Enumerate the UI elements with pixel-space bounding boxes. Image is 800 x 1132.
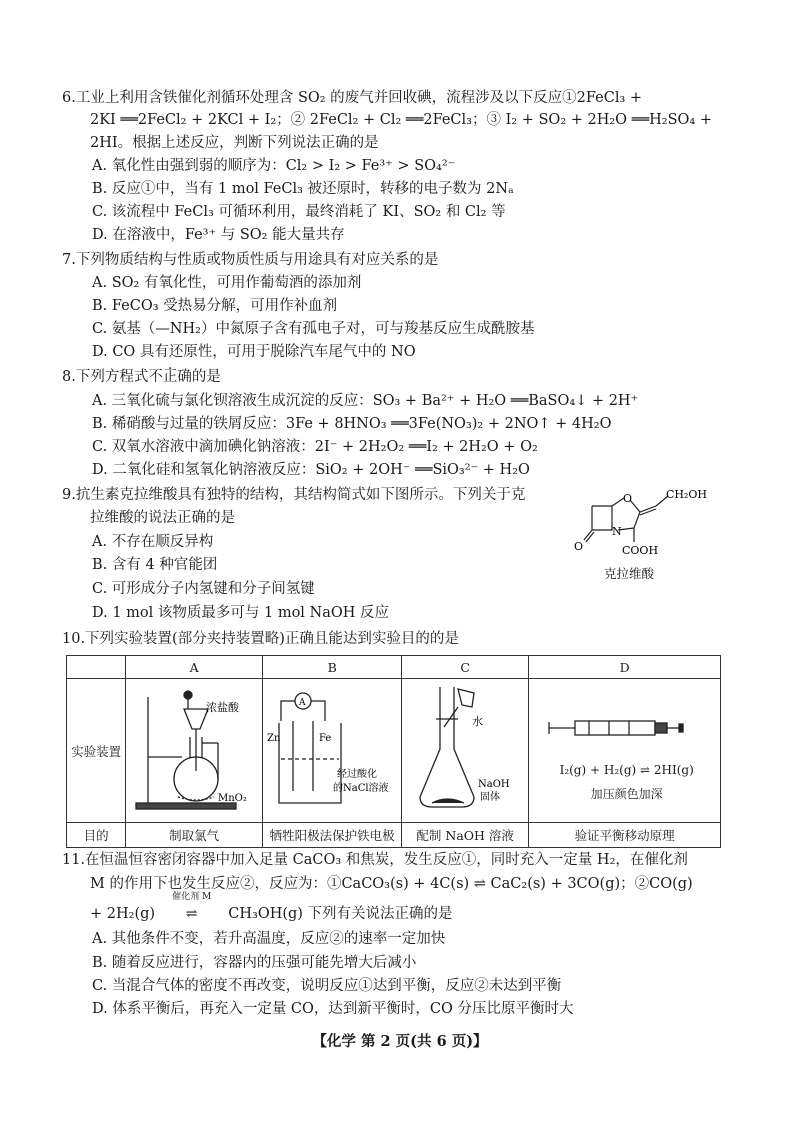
- purpose-b: 牺牲阳极法保护铁电极: [263, 823, 402, 848]
- q7-option-c: C. 氨基（—NH₂）中氮原子含有孤电子对，可与羧基反应生成酰胺基: [92, 321, 535, 337]
- sacrificial-anode-diagram: [263, 679, 401, 819]
- header-a: A: [126, 656, 263, 679]
- cooh-label: COOH: [622, 544, 659, 557]
- q11-option-b: B. 随着反应进行，容器内的压强可能先增大后减小: [92, 955, 417, 971]
- catalyst-label: 催化剂 M: [172, 892, 212, 902]
- q11-option-a: A. 其他条件不变，若升高温度，反应②的速率一定加快: [92, 931, 446, 947]
- carbonyl-oxygen-label: O: [574, 540, 584, 553]
- q7-stem: 7.下列物质结构与性质或物质性质与用途具有对应关系的是: [62, 252, 439, 268]
- equilibrium-equation: I₂(g) + H₂(g) ⇌ 2HI(g): [559, 762, 694, 777]
- q6-option-a: A. 氧化性由强到弱的顺序为：Cl₂ > I₂ > Fe³⁺ > SO₄²⁻: [92, 158, 456, 174]
- naoh-label: NaOH: [478, 779, 510, 790]
- q7-option-b: B. FeCO₃ 受热易分解，可用作补血剂: [92, 298, 338, 314]
- q11-option-d: D. 体系平衡后，再充入一定量 CO，达到新平衡时，CO 分压比原平衡时大: [92, 1001, 574, 1017]
- figure-caption: 克拉维酸: [604, 566, 655, 581]
- q8-stem-a: 8.下列方程式: [62, 369, 149, 385]
- q8-option-b: B. 稀硝酸与过量的铁屑反应：3Fe + 8HNO₃ ══3Fe(NO₃)₂ + 2NO↑ + 4H₂O: [92, 416, 612, 432]
- q11-line3-a: + 2H₂(g): [90, 906, 156, 922]
- catalyst-arrow: [160, 892, 224, 924]
- purpose-a: 制取氯气: [126, 823, 263, 848]
- q11-line2: M 的作用下也发生反应②，反应为：①CaCO₃(s) + 4C(s) ⇌ CaC₂(s) + 3CO(g)；②CO(g): [90, 876, 693, 892]
- mno2-label: MnO₂: [218, 793, 248, 804]
- q6-line1: 6.工业上利用含铁催化剂循环处理含 SO₂ 的废气并回收碘，流程涉及以下反应①2FeCl₃ +: [62, 90, 643, 106]
- clavulanic-acid-structure: [570, 488, 708, 584]
- row-label-apparatus: 实验装置: [67, 679, 126, 823]
- ch2oh-label: CH₂OH: [666, 488, 708, 501]
- solid-label: 固体: [480, 792, 501, 803]
- ring-oxygen-label: O: [623, 492, 633, 505]
- volumetric-flask-diagram: [402, 679, 528, 819]
- pressurize-note: 加压颜色加深: [590, 786, 663, 801]
- q11-line1: 11.在恒温恒容密闭容器中加入足量 CaCO₃ 和焦炭，发生反应①，同时充入一定量 H₂，在催化剂: [62, 852, 688, 868]
- page-footer: 【化学 第 2 页(共 6 页)】: [312, 1033, 488, 1050]
- equilibrium-arrow-icon: ⇌: [185, 906, 198, 922]
- apparatus-b: [263, 679, 402, 823]
- fe-label: Fe: [319, 733, 332, 744]
- q9-option-d: D. 1 mol 该物质最多可与 1 mol NaOH 反应: [92, 605, 390, 621]
- q9-option-a: A. 不存在顺反异构: [92, 534, 214, 550]
- q6-option-c: C. 该流程中 FeCl₃ 可循环利用，最终消耗了 KI、SO₂ 和 Cl₂ 等: [92, 204, 506, 220]
- solution-label-1: 经过酸化: [337, 769, 378, 780]
- q9-line2: 拉维酸的说法正确的是: [90, 510, 235, 526]
- apparatus-d: [529, 679, 721, 823]
- header-d: D: [529, 656, 721, 679]
- q9-option-b: B. 含有 4 种官能团: [92, 557, 218, 573]
- q8-option-a: A. 三氧化硫与氯化钡溶液生成沉淀的反应：SO₃ + Ba²⁺ + H₂O ══BaSO₄↓ + 2H⁺: [92, 393, 639, 409]
- apparatus-a: [126, 679, 263, 823]
- q9-line1: 9.抗生素克拉维酸具有独特的结构，其结构简式如下图所示。下列关于克: [62, 487, 526, 503]
- syringe-diagram: [529, 695, 724, 765]
- experiment-table: [66, 655, 721, 848]
- conc-hcl-label: 浓盐酸: [206, 701, 240, 714]
- q11-line3-b: CH₃OH(g) 下列有关说法正确的是: [228, 906, 453, 922]
- q10-stem: 10.下列实验装置(部分夹持装置略)正确且能达到实验目的的是: [62, 631, 459, 647]
- zn-label: Zn: [267, 733, 281, 744]
- header-b: B: [263, 656, 402, 679]
- chlorine-generator-diagram: [126, 679, 262, 819]
- header-c: C: [402, 656, 529, 679]
- q11-line3: [90, 892, 453, 924]
- ammeter-label: A: [299, 698, 306, 708]
- purpose-c: 配制 NaOH 溶液: [402, 823, 529, 848]
- q8-option-c: C. 双氧水溶液中滴加碘化钠溶液：2I⁻ + 2H₂O₂ ══I₂ + 2H₂O + O₂: [92, 439, 538, 455]
- q6-option-b: B. 反应①中，当有 1 mol FeCl₃ 被还原时，转移的电子数为 2Nₐ: [92, 181, 514, 197]
- solution-label-2: 的NaCl溶液: [333, 783, 389, 794]
- q11-option-c: C. 当混合气体的密度不再改变，说明反应①达到平衡，反应②未达到平衡: [92, 978, 562, 994]
- apparatus-c: [402, 679, 529, 823]
- ring-nitrogen-label: N: [612, 525, 622, 538]
- clavulanic-acid-svg: [570, 488, 708, 564]
- q7-option-a: A. SO₂ 有氧化性，可用作葡萄酒的添加剂: [92, 275, 362, 291]
- q8-stem: [62, 367, 221, 387]
- q8-stem-emphasis: 不正确: [148, 369, 192, 385]
- row-label-purpose: 目的: [67, 823, 126, 848]
- q9-option-c: C. 可形成分子内氢键和分子间氢键: [92, 581, 315, 597]
- purpose-d: 验证平衡移动原理: [529, 823, 721, 848]
- q8-stem-c: 的是: [191, 369, 221, 385]
- table-corner: [67, 656, 126, 679]
- q6-line3: 2HI。根据上述反应，判断下列说法正确的是: [90, 135, 379, 151]
- q7-option-d: D. CO 具有还原性，可用于脱除汽车尾气中的 NO: [92, 344, 416, 360]
- q6-line2: 2KI ══2FeCl₂ + 2KCl + I₂；② 2FeCl₂ + Cl₂ ══2FeCl₃；③ I₂ + SO₂ + 2H₂O ══H₂SO₄ +: [90, 112, 712, 128]
- q8-option-d: D. 二氧化硅和氢氧化钠溶液反应：SiO₂ + 2OH⁻ ══SiO₃²⁻ + H₂O: [92, 462, 530, 478]
- q6-option-d: D. 在溶液中，Fe³⁺ 与 SO₂ 能大量共存: [92, 227, 345, 243]
- water-label: 水: [472, 715, 484, 728]
